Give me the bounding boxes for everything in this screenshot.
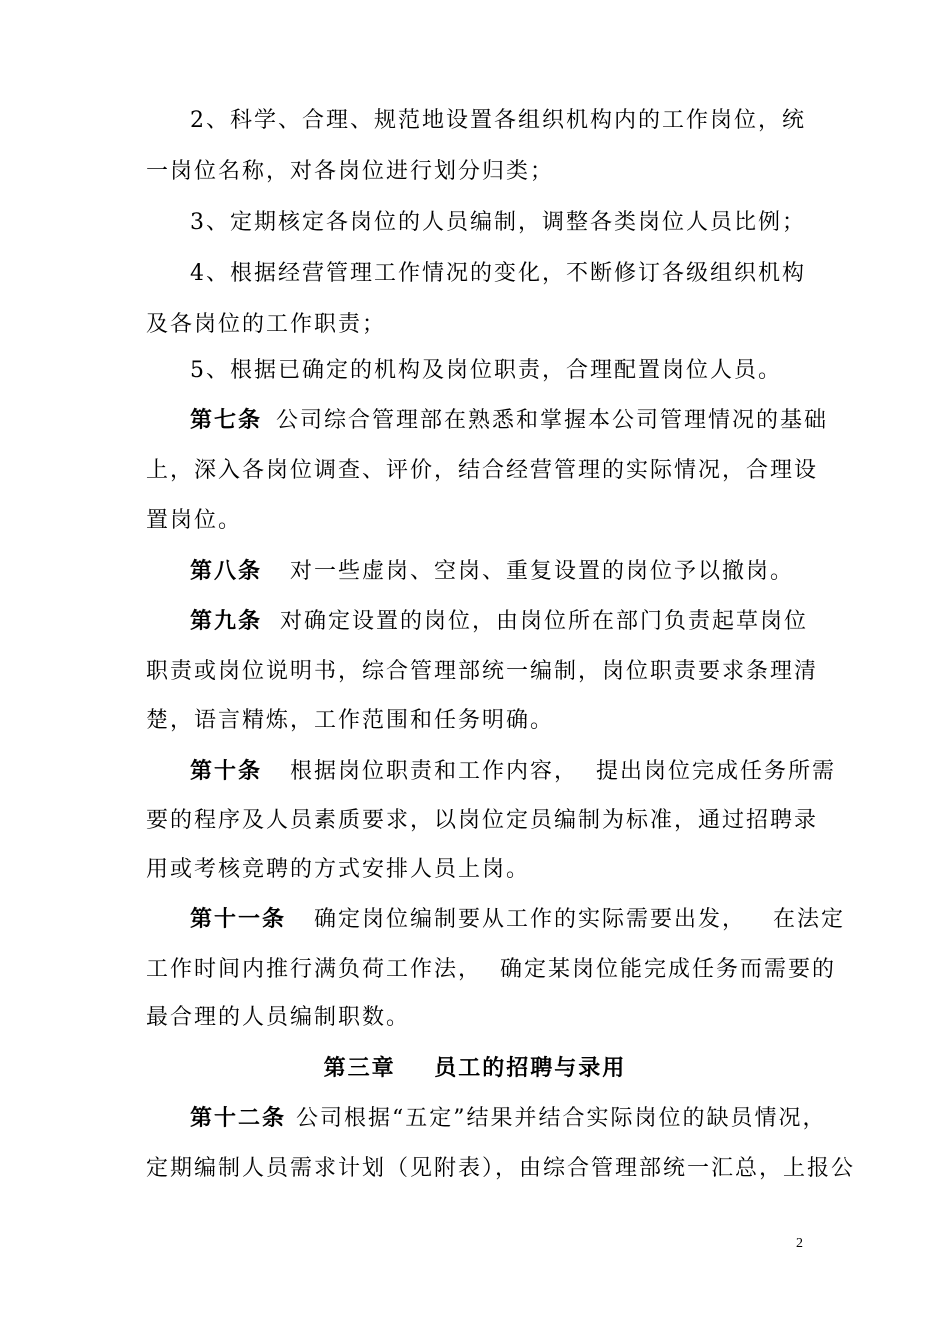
text-line: 要的程序及人员素质要求，以岗位定员编制为标准，通过招聘录 <box>146 808 819 833</box>
text-line: 定期编制人员需求计划（见附表），由综合管理部统一汇总，上报公 <box>146 1156 856 1181</box>
article-number: 第十一条 <box>190 906 287 932</box>
article-number: 第九条 <box>190 608 263 634</box>
text-line: 工作时间内推行满负荷工作法， 确定某岗位能完成任务而需要的 <box>146 957 836 982</box>
text-line: 最合理的人员编制职数。 <box>146 1005 411 1030</box>
page-number: 2 <box>796 1236 803 1251</box>
article-number: 第十条 <box>190 758 263 784</box>
text-line: 2、科学、合理、规范地设置各组织机构内的工作岗位，统 <box>190 108 806 133</box>
article-text: 根据岗位职责和工作内容， 提出岗位完成任务所需 <box>290 759 837 784</box>
article-text: 确定岗位编制要从工作的实际需要出发， 在法定 <box>314 907 845 932</box>
article-line <box>190 405 828 436</box>
article-number: 第十二条 <box>190 1105 287 1131</box>
text-line: 楚，语言精炼，工作范围和任务明确。 <box>146 708 555 733</box>
text-line: 上，深入各岗位调查、评价，结合经营管理的实际情况，合理设 <box>146 458 819 483</box>
article-text: 对确定设置的岗位，由岗位所在部门负责起草岗位 <box>280 609 809 634</box>
text-line: 职责或岗位说明书，综合管理部统一编制，岗位职责要求条理清 <box>146 659 819 684</box>
article-line <box>190 904 845 935</box>
text-line: 及各岗位的工作职责； <box>146 312 387 337</box>
text-line: 一岗位名称，对各岗位进行划分归类； <box>146 159 555 184</box>
article-number: 第七条 <box>190 407 263 433</box>
text-line: 置岗位。 <box>146 508 243 533</box>
article-text: 对一些虚岗、空岗、重复设置的岗位予以撤岗。 <box>290 559 795 584</box>
article-text: 公司根据“五定”结果并结合实际岗位的缺员情况， <box>296 1106 827 1131</box>
text-line: 4、根据经营管理工作情况的变化，不断修订各级组织机构 <box>190 261 806 286</box>
text-line: 用或考核竞聘的方式安排人员上岗。 <box>146 857 531 882</box>
text-line: 3、定期核定各岗位的人员编制，调整各类岗位人员比例； <box>190 210 806 235</box>
article-line <box>190 1103 827 1134</box>
article-number: 第八条 <box>190 558 263 584</box>
article-line <box>190 556 794 587</box>
article-line <box>190 606 808 637</box>
chapter-heading: 第三章 员工的招聘与录用 <box>323 1055 627 1081</box>
article-text: 公司综合管理部在熟悉和掌握本公司管理情况的基础 <box>276 408 829 433</box>
article-line <box>190 756 836 787</box>
text-line: 5、根据已确定的机构及岗位职责，合理配置岗位人员。 <box>190 358 782 383</box>
